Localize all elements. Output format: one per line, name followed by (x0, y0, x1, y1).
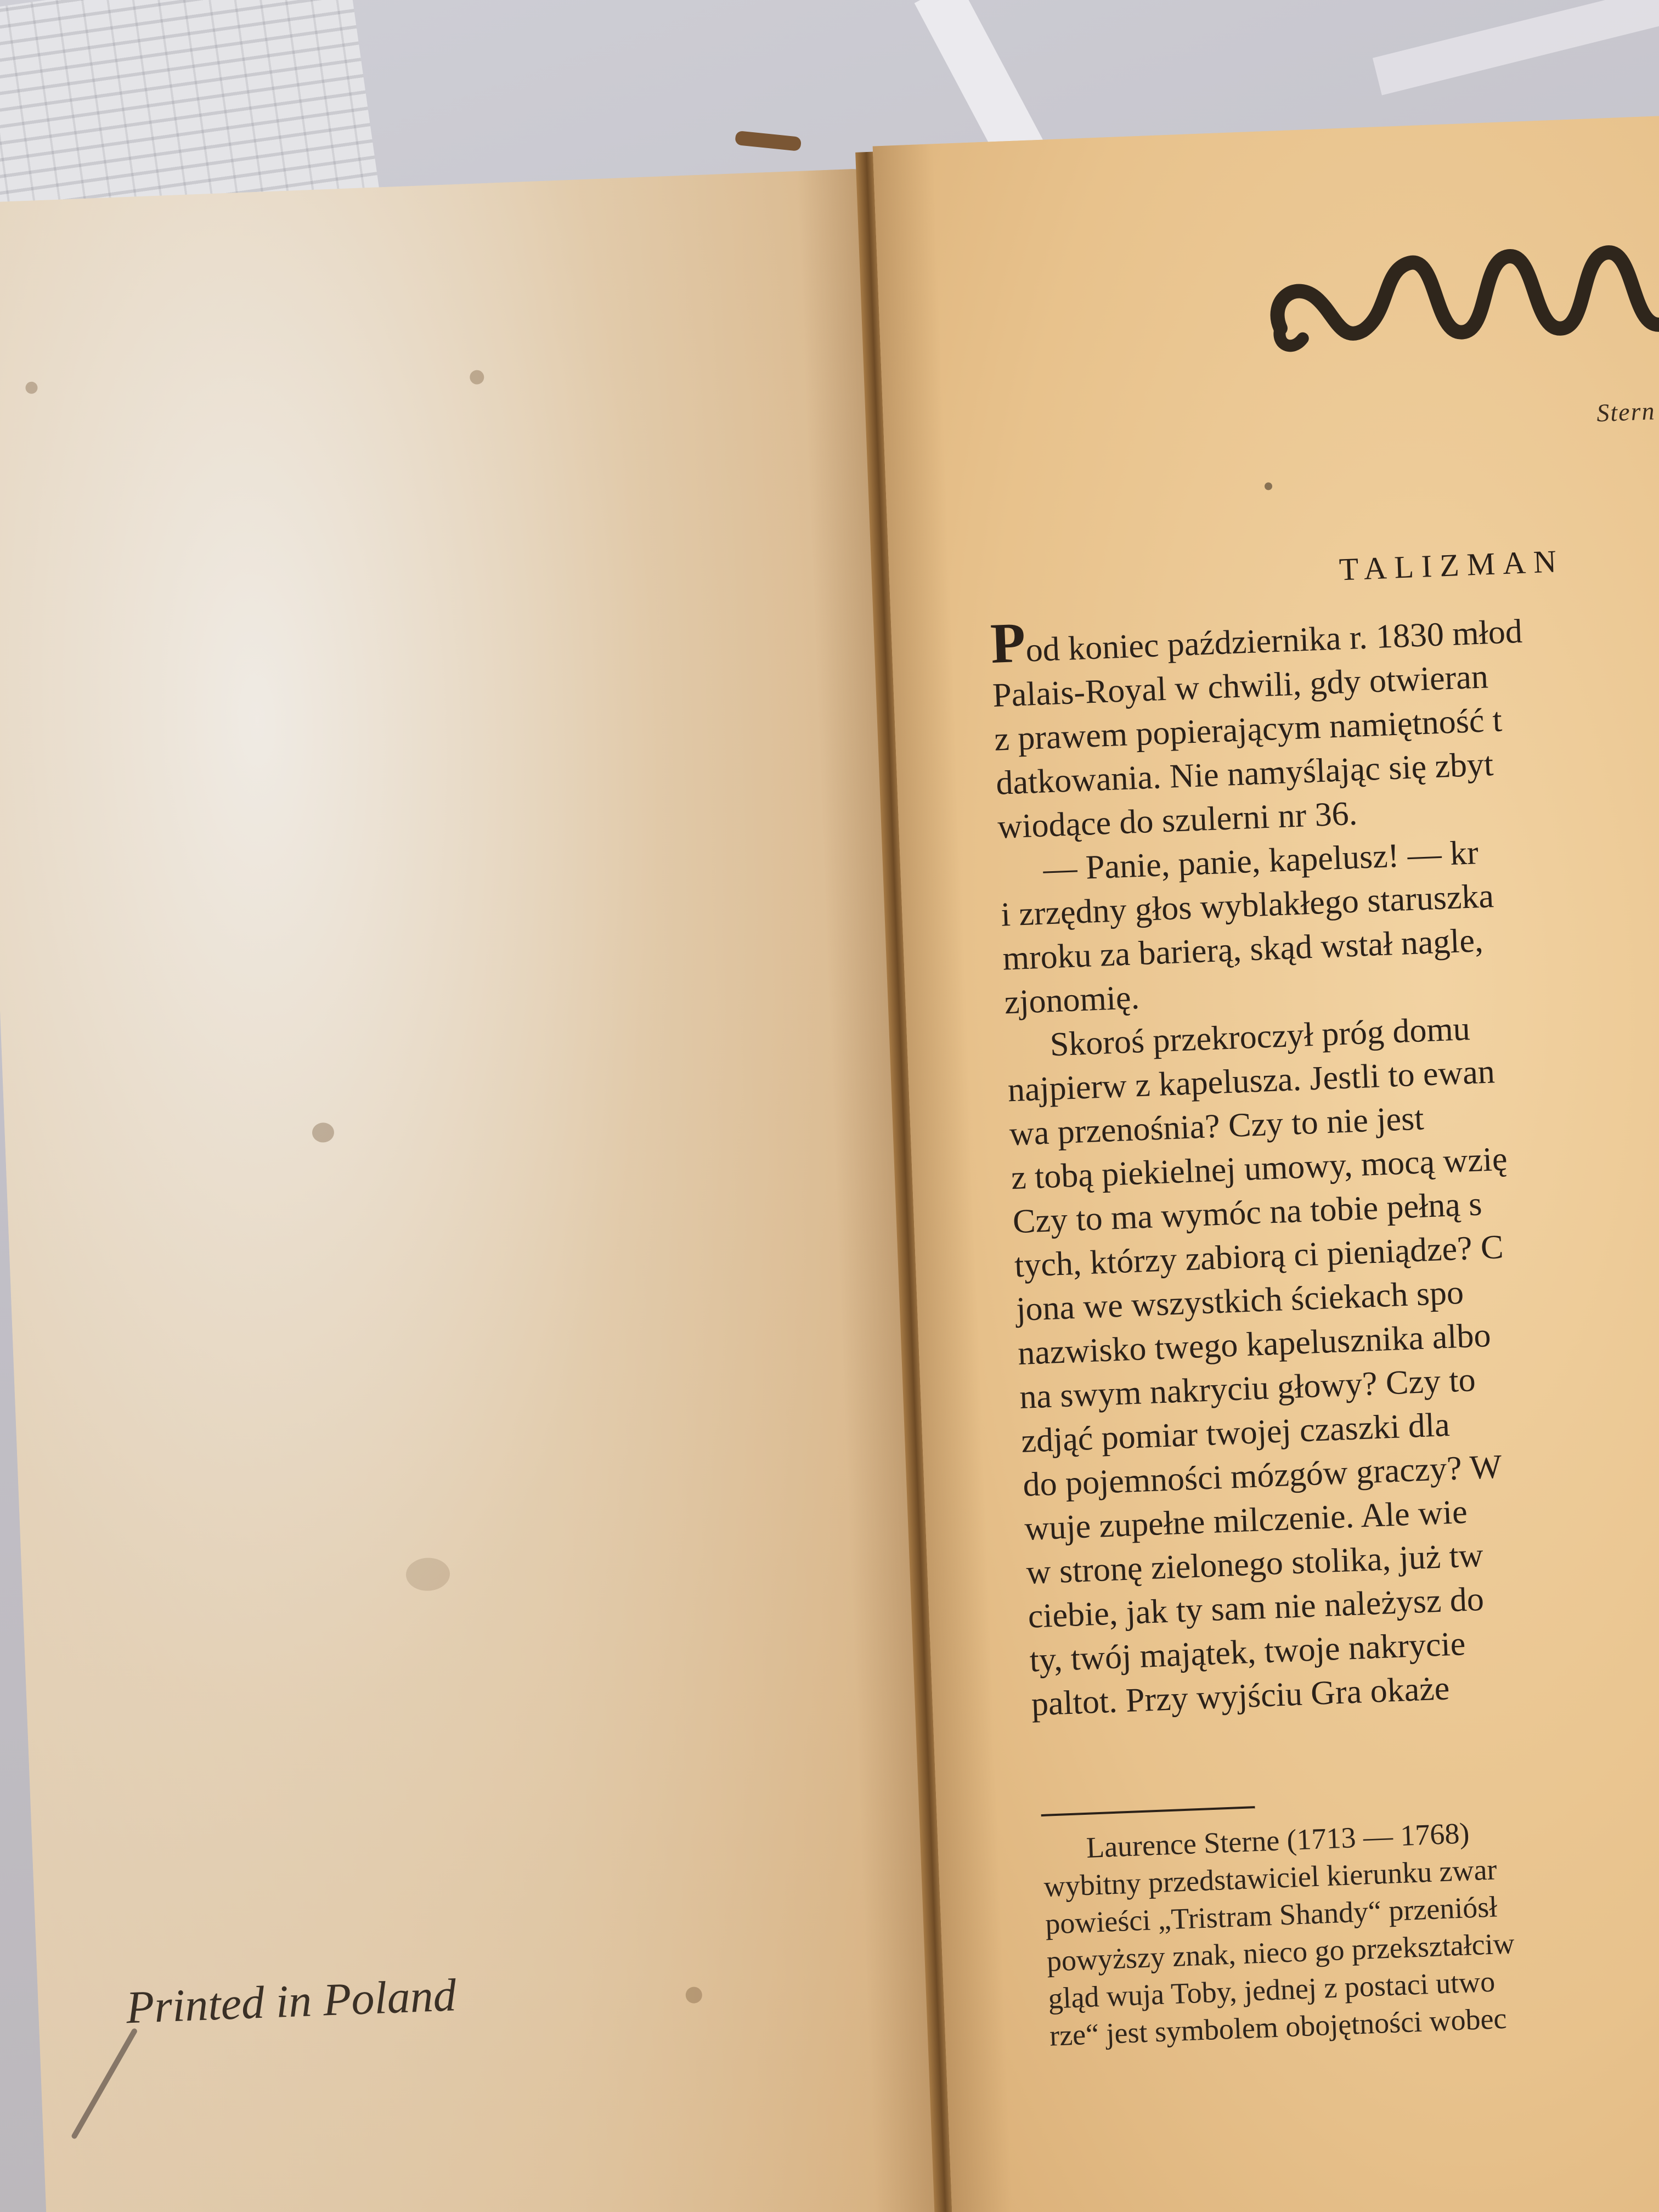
text-line: zjonomię. (1003, 979, 1141, 1022)
paper-stain (25, 381, 38, 394)
text-line: ty, twój majątek, twoje nakrycie (1029, 1625, 1466, 1679)
footnote-line: Laurence Sterne (1713 — 1768) (1085, 1816, 1470, 1864)
chapter-title: TALIZMAN (1338, 543, 1565, 588)
text-line: i zrzędny głos wyblakłego staruszka (1000, 877, 1495, 934)
text-line: Palais-Royal w chwili, gdy otwieran (991, 658, 1489, 714)
sterne-squiggle-ornament (1255, 215, 1659, 378)
left-page (0, 168, 944, 2212)
paper-stain (405, 1557, 450, 1592)
footnote-line: powyższy znak, nieco go przekształciw (1046, 1927, 1515, 1978)
paper-stain (470, 370, 484, 385)
footnote-text (1042, 1799, 1659, 2054)
imprint-text: Printed in Poland (125, 1970, 458, 2034)
text-line: z tobą piekielnej umowy, mocą wzię (1010, 1140, 1508, 1197)
text-line: do pojemności mózgów graczy? W (1022, 1448, 1503, 1504)
text-line: mroku za barierą, skąd wstał nagle, (1002, 922, 1484, 978)
text-line: paltot. Przy wyjściu Gra okaże (1030, 1669, 1451, 1723)
footnote-rule (1041, 1806, 1255, 1816)
footnote-line: rze“ jest symbolem obojętności wobec (1049, 2001, 1508, 2052)
bookmark-ribbon (735, 131, 802, 151)
text-line: datkowania. Nie namyślając się zbyt (995, 746, 1494, 802)
text-line: ciebie, jak ty sam nie należysz do (1027, 1580, 1485, 1635)
epigraph-label: Stern (1596, 397, 1656, 427)
text-line: nazwisko twego kapelusznika albo (1017, 1316, 1492, 1373)
text-line: zdjąć pomiar twojej czaszki dla (1020, 1406, 1451, 1460)
text-line: wa przenośnia? Czy to nie jest (1008, 1099, 1425, 1153)
text-line: — Panie, panie, kapelusz! — kr (1042, 834, 1479, 888)
footnote-line: wybitny przedstawiciel kierunku zwar (1043, 1853, 1498, 1903)
footnote-line: powieści „Tristram Shandy“ przeniósł (1045, 1890, 1498, 1940)
paper-stain (312, 1122, 334, 1143)
text-line: wuje zupełne milczenie. Ale wie (1024, 1493, 1468, 1548)
text-line: wiodące do szulerni nr 36. (997, 794, 1358, 846)
paper-stain (685, 1987, 702, 2004)
text-line: jona we wszystkich ściekach spo (1015, 1273, 1465, 1329)
text-line: Pod koniec października r. 1830 młod (989, 611, 1523, 675)
open-book (0, 86, 1659, 2212)
paper-stain (1265, 482, 1273, 490)
chapter-body-text (990, 589, 1659, 1726)
background-light-streak (1373, 0, 1659, 95)
text-line: Czy to ma wymóc na tobie pełną s (1012, 1185, 1483, 1241)
text-line: z prawem popierającym namiętność t (994, 701, 1503, 758)
ink-mark (71, 2028, 138, 2140)
text-line: Skoroś przekroczył próg domu (1049, 1010, 1471, 1064)
drop-cap: P (989, 611, 1027, 675)
footnote-line: gląd wuja Toby, jednej z postaci utwo (1047, 1965, 1496, 2015)
text-line: najpierw z kapelusza. Jestli to ewan (1007, 1053, 1496, 1109)
text-line: w stronę zielonego stolika, już tw (1025, 1536, 1484, 1592)
right-page (873, 112, 1659, 2212)
text-line: na swym nakryciu głowy? Czy to (1019, 1361, 1476, 1417)
text-line: tych, którzy zabiorą ci pieniądze? C (1013, 1228, 1504, 1285)
